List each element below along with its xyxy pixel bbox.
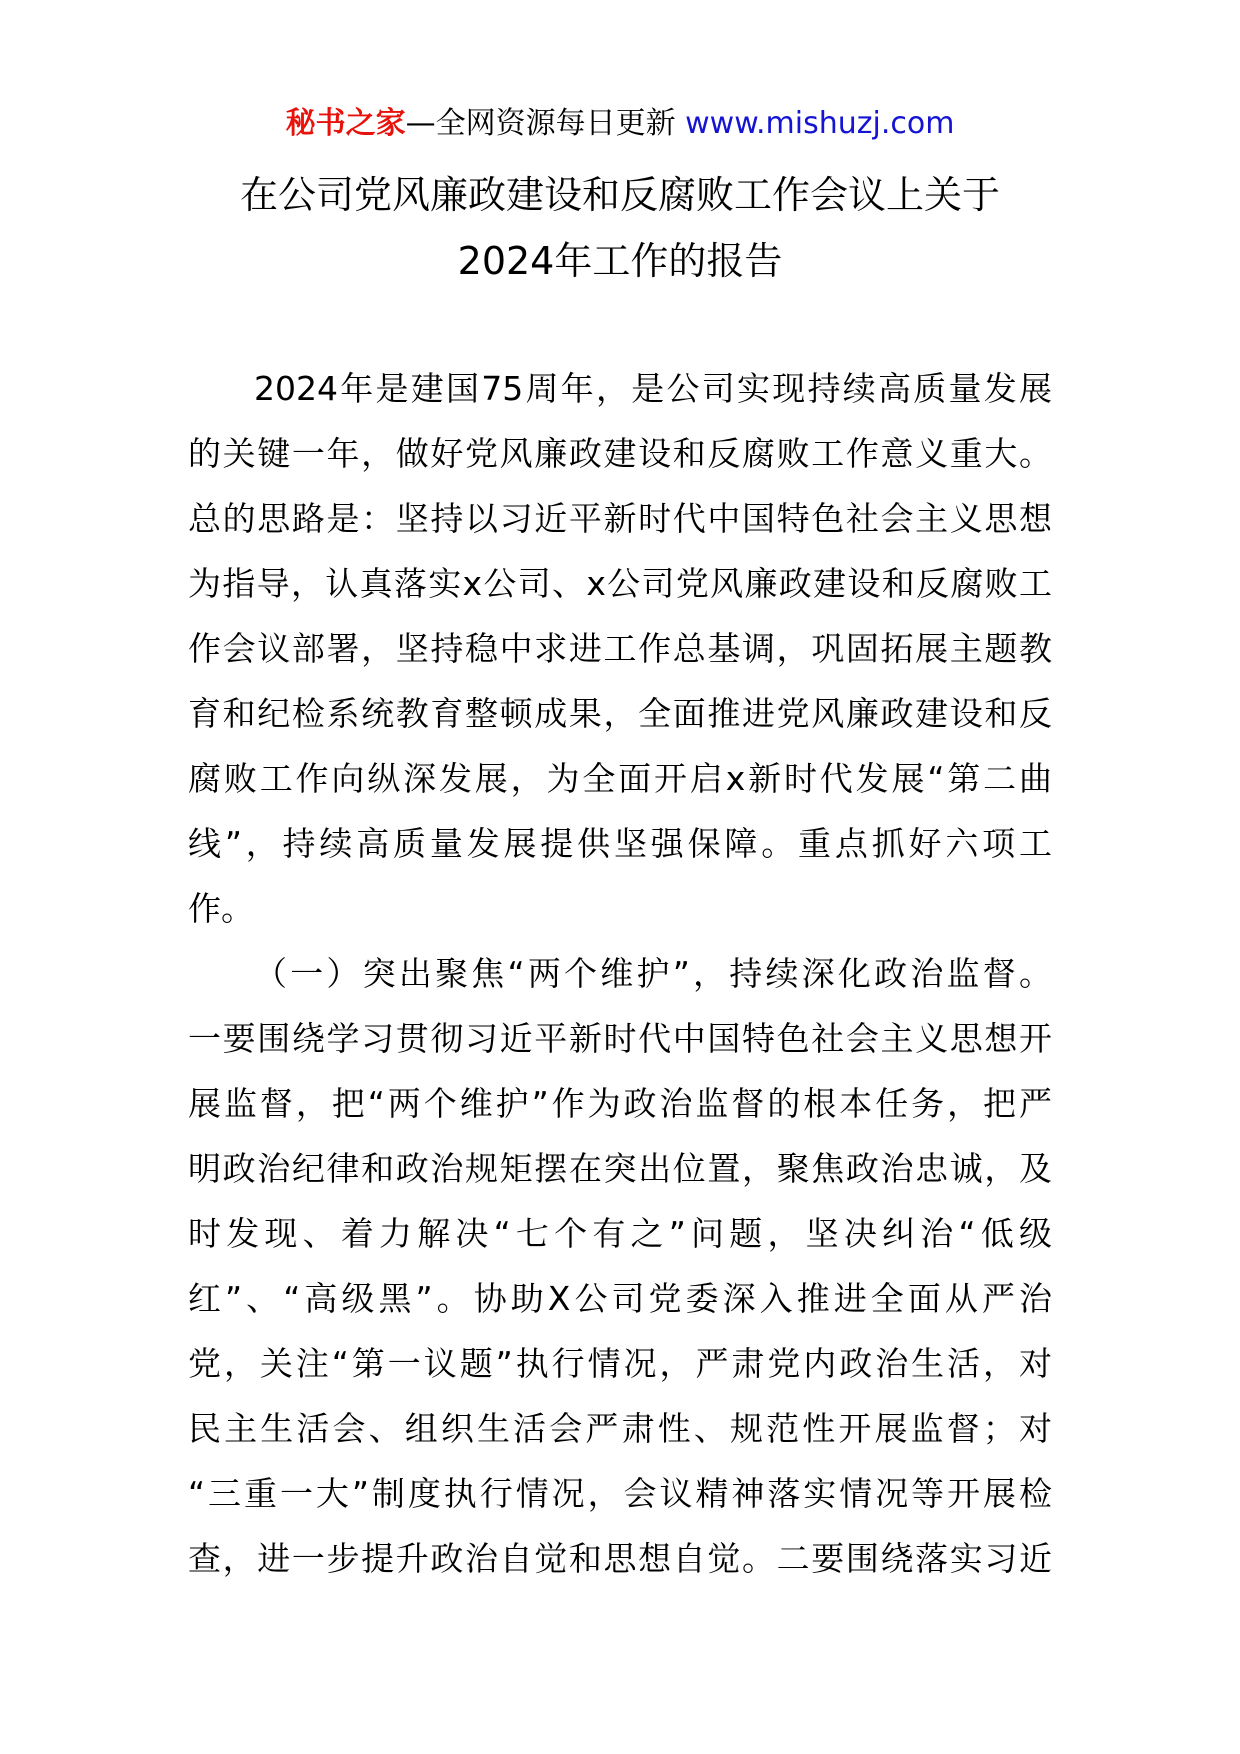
body-line: 作会议部署，坚持稳中求进工作总基调，巩固拓展主题教 <box>188 629 1052 668</box>
site-brand: 秘书之家 <box>285 106 406 141</box>
body-line: 总的思路是：坚持以习近平新时代中国特色社会主义思想 <box>188 499 1052 538</box>
document-title <box>150 162 1090 294</box>
body-line: 红”、“高级黑”。协助X公司党委深入推进全面从严治 <box>188 1279 1052 1318</box>
body-line: 党，关注“第一议题”执行情况，严肃党内政治生活，对 <box>188 1344 1052 1383</box>
title-line-1: 在公司党风廉政建设和反腐败工作会议上关于 <box>239 173 1000 217</box>
site-header <box>0 102 1240 146</box>
document-body <box>188 356 1052 1591</box>
body-line: 为指导，认真落实x公司、x公司党风廉政建设和反腐败工 <box>188 564 1052 603</box>
body-line: 查，进一步提升政治自觉和思想自觉。二要围绕落实习近 <box>188 1539 1052 1578</box>
body-line: 时发现、着力解决“七个有之”问题，坚决纠治“低级 <box>188 1214 1052 1253</box>
section-heading: （一）突出聚焦“两个维护”，持续深化政治监督。 <box>254 954 1052 993</box>
body-line: 2024年是建国75周年，是公司实现持续高质量发展 <box>254 369 1052 408</box>
body-line: 育和纪检系统教育整顿成果，全面推进党风廉政建设和反 <box>188 694 1052 733</box>
site-url[interactable]: www.mishuzj.com <box>685 106 955 141</box>
site-tagline: —全网资源每日更新 <box>405 106 676 141</box>
body-line: 腐败工作向纵深发展，为全面开启x新时代发展“第二曲 <box>188 759 1052 798</box>
body-line: 明政治纪律和政治规矩摆在突出位置，聚焦政治忠诚，及 <box>188 1149 1052 1188</box>
body-line: “三重一大”制度执行情况，会议精神落实情况等开展检 <box>188 1474 1052 1513</box>
body-line: 作。 <box>188 889 254 928</box>
body-line: 一要围绕学习贯彻习近平新时代中国特色社会主义思想开 <box>188 1019 1052 1058</box>
body-line: 民主生活会、组织生活会严肃性、规范性开展监督；对 <box>188 1409 1052 1448</box>
title-line-2: 2024年工作的报告 <box>457 239 783 283</box>
body-line: 展监督，把“两个维护”作为政治监督的根本任务，把严 <box>188 1084 1052 1123</box>
body-line: 线”，持续高质量发展提供坚强保障。重点抓好六项工 <box>188 824 1052 863</box>
body-line: 的关键一年，做好党风廉政建设和反腐败工作意义重大。 <box>188 434 1052 473</box>
